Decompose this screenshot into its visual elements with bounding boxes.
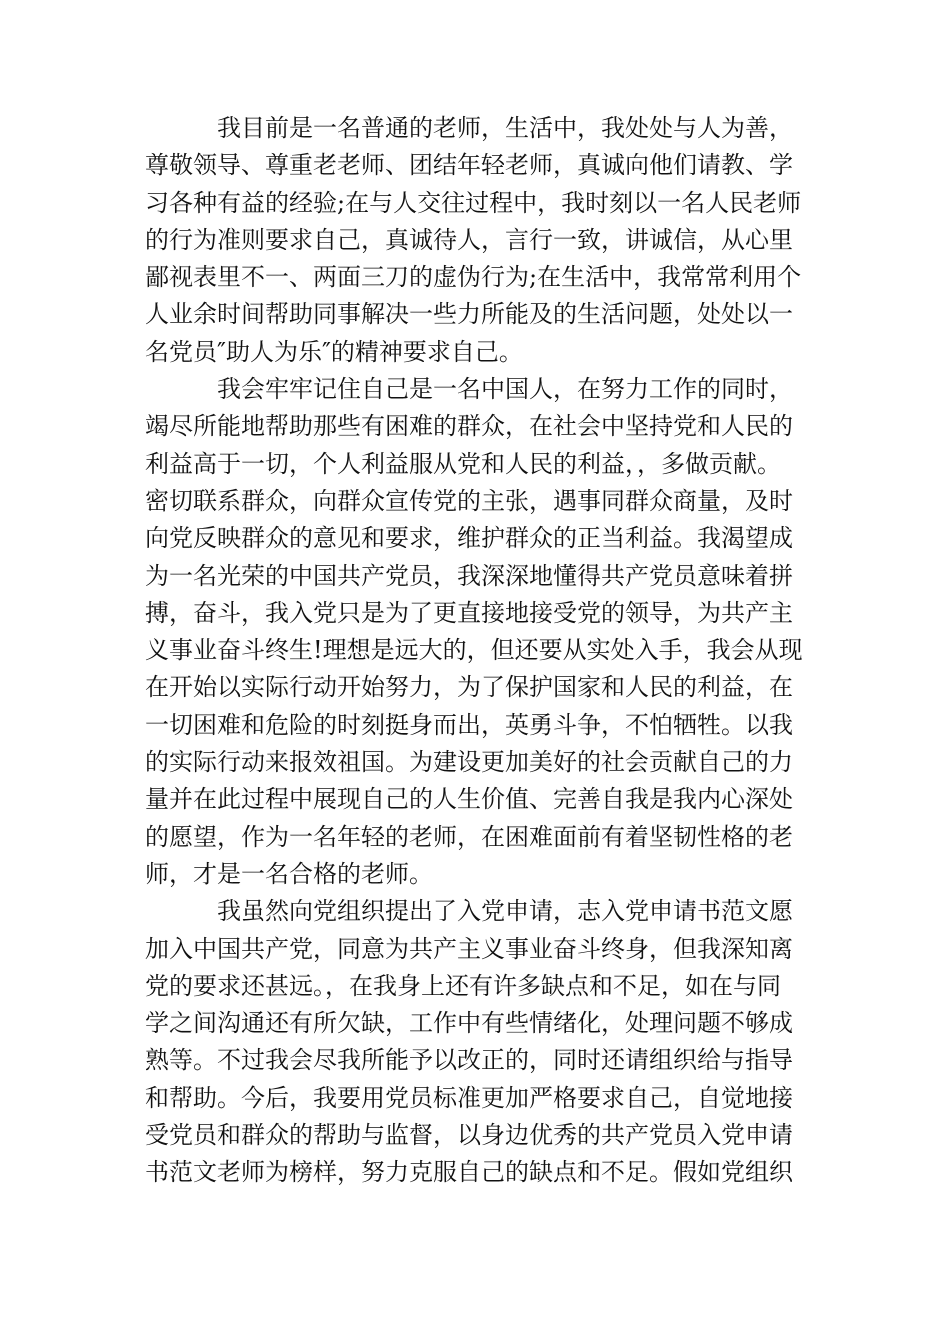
text-line: 利益高于一切，个人利益服从党和人民的利益，，多做贡献。	[145, 449, 781, 478]
paragraph	[145, 893, 805, 1191]
text-line: 在开始以实际行动开始努力，为了保护国家和人民的利益，在	[145, 673, 793, 702]
text-line: 我目前是一名普通的老师，生活中，我处处与人为善，	[217, 114, 793, 142]
paragraph	[145, 110, 805, 371]
text-line: 我虽然向党组织提出了入党申请，志入党申请书范文愿	[217, 897, 793, 926]
text-line: 习各种有益的经验;在与人交往过程中，我时刻以一名人民老师	[145, 188, 802, 217]
text-line: 搏，奋斗，我入党只是为了更直接地接受党的领导，为共产主	[145, 598, 793, 627]
text-line: 义事业奋斗终生!理想是远大的，但还要从实处入手，我会从现	[145, 636, 803, 665]
text-line: 人业余时间帮助同事解决一些力所能及的生活问题，处处以一	[145, 300, 793, 329]
text-line: 一切困难和危险的时刻挺身而出，英勇斗争，不怕牺牲。以我	[145, 710, 793, 739]
text-line: 熟等。不过我会尽我所能予以改正的，同时还请组织给与指导	[145, 1046, 793, 1075]
text-line: 我会牢牢记住自己是一名中国人，在努力工作的同时，	[217, 375, 793, 404]
text-line: 向党反映群众的意见和要求，维护群众的正当利益。我渴望成	[145, 524, 793, 553]
paragraph	[145, 371, 805, 893]
text-line: 党的要求还甚远。，在我身上还有许多缺点和不足，如在与同	[145, 971, 781, 1000]
text-line: 鄙视表里不一、两面三刀的虚伪行为;在生活中，我常常利用个	[145, 263, 802, 292]
text-line: 竭尽所能地帮助那些有困难的群众，在社会中坚持党和人民的	[145, 412, 793, 441]
text-line: 的愿望，作为一名年轻的老师，在困难面前有着坚韧性格的老	[145, 822, 793, 851]
text-line: 的行为准则要求自己，真诚待人，言行一致，讲诚信，从心里	[145, 225, 793, 254]
text-line: 受党员和群众的帮助与监督，以身边优秀的共产党员入党申请	[145, 1121, 793, 1150]
text-line: 师，才是一名合格的老师。	[145, 859, 433, 888]
text-line: 和帮助。今后，我要用党员标准更加严格要求自己，自觉地接	[145, 1083, 793, 1112]
text-line: 尊敬领导、尊重老老师、团结年轻老师，真诚向他们请教、学	[145, 151, 793, 180]
text-line: 量并在此过程中展现自己的人生价值、完善自我是我内心深处	[145, 785, 793, 814]
document-body	[145, 110, 805, 1192]
text-line: 名党员″助人为乐″的精神要求自己。	[145, 337, 523, 366]
text-line: 密切联系群众，向群众宣传党的主张，遇事同群众商量，及时	[145, 486, 793, 515]
text-line: 的实际行动来报效祖国。为建设更加美好的社会贡献自己的力	[145, 748, 793, 777]
text-line: 学之间沟通还有所欠缺，工作中有些情绪化，处理问题不够成	[145, 1009, 793, 1038]
text-line: 书范文老师为榜样，努力克服自己的缺点和不足。假如党组织	[145, 1158, 793, 1187]
text-line: 为一名光荣的中国共产党员，我深深地懂得共产党员意味着拼	[145, 561, 793, 590]
text-line: 加入中国共产党，同意为共产主义事业奋斗终身，但我深知离	[145, 934, 793, 963]
